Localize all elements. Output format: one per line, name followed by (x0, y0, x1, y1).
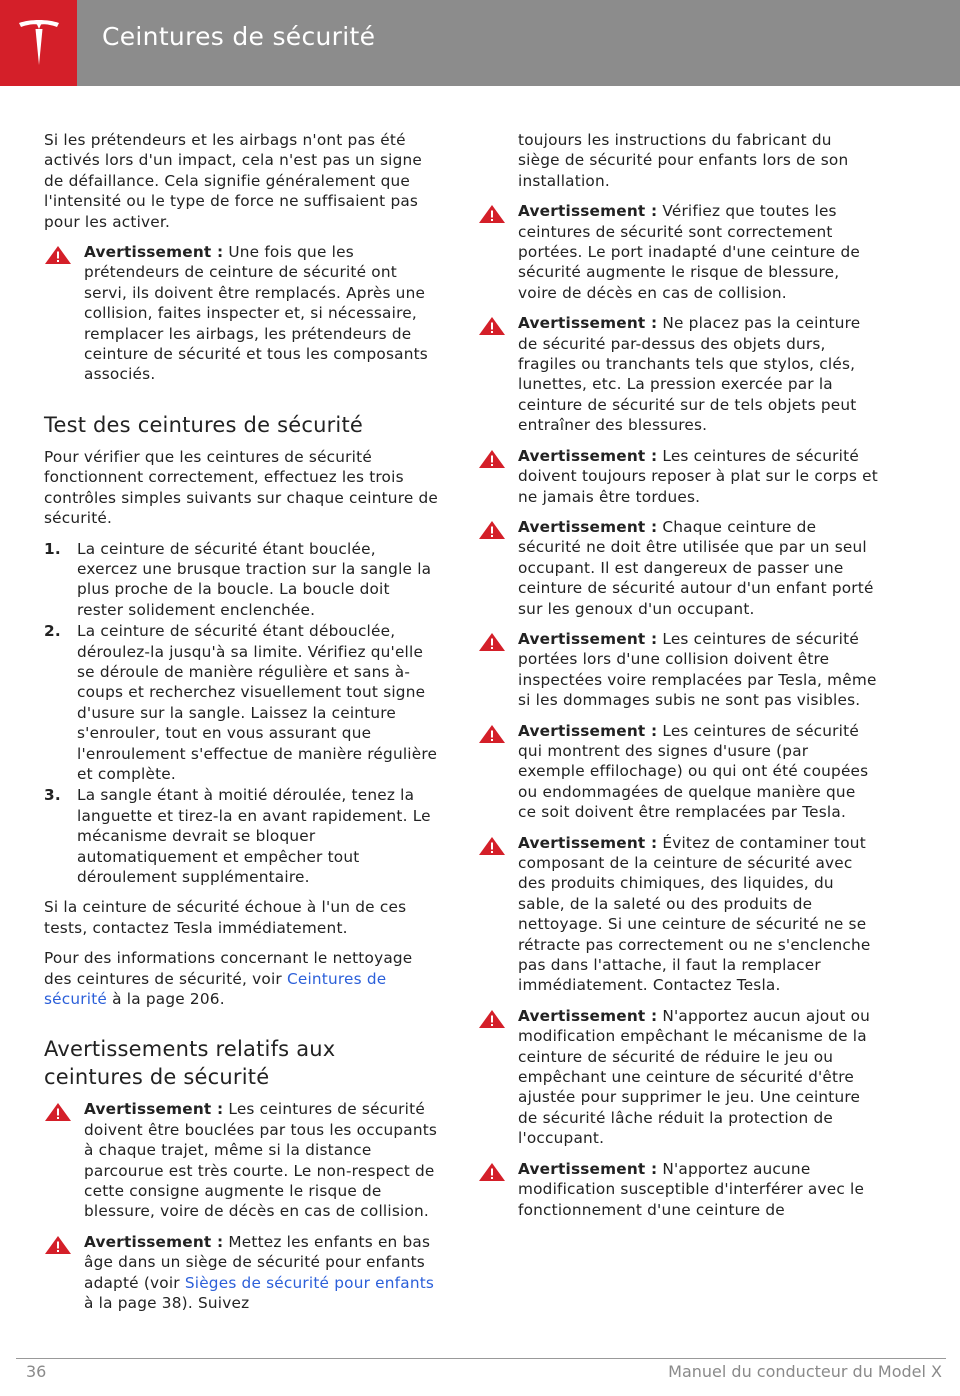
warning-block (44, 242, 439, 385)
warning-triangle-icon (478, 204, 506, 224)
warning-label: Avertissement : (518, 833, 658, 852)
warning-label: Avertissement : (518, 202, 658, 221)
warning-label: Avertissement : (84, 1100, 224, 1119)
warning-triangle-icon (478, 1162, 506, 1182)
cleaning-text: Pour des informations concernant le nettoyage des ceintures de sécurité, voir (44, 949, 413, 988)
warning-block (478, 721, 878, 823)
warning-label: Avertissement : (518, 721, 658, 740)
warning-label: Avertissement : (518, 1159, 658, 1178)
step-number: 3. (44, 786, 61, 805)
warning-block (478, 629, 878, 711)
warning-triangle-icon (478, 316, 506, 336)
warning-triangle-icon (478, 520, 506, 540)
left-column (44, 130, 439, 1324)
step-text: La sangle étant à moitié déroulée, tenez la languette et tirez-la en avant rapidement. Le mécanisme devrait se bloquer automatiquement et empêcher tout déroulement supplémentaire. (77, 786, 431, 886)
step-text: La ceinture de sécurité étant bouclée, exercez une brusque traction sur la sangle la plus proche de la boucle. La boucle doit rester solidement enclenchée. (77, 539, 432, 619)
warning-text: Une fois que les prétendeurs de ceinture de sécurité ont servi, ils doivent être remplacés. Après une collision, faites inspecter et, si nécessaire, remplacer les airbags, les prétendeurs de ceinture de sécurité et tous les composants associés. (84, 243, 428, 384)
warning-block (478, 201, 878, 303)
fail-paragraph: Si la ceinture de sécurité échoue à l'un de ces tests, contactez Tesla immédiatement. (44, 898, 407, 937)
cleaning-link[interactable]: Ceintures de sécurité (44, 969, 387, 1009)
cleaning-page-ref: à la page 206. (107, 990, 225, 1009)
warning-text: Les ceintures de sécurité qui montrent des signes d'usure (par exemple effilochage) ou qui ont été coupées ou endommagées de quelque manière que ce soit doivent être remplacées par Tesla. (518, 721, 869, 822)
footer-divider (16, 1358, 946, 1359)
warning-label: Avertissement : (518, 446, 658, 465)
step-text: La ceinture de sécurité étant débouclée, déroulez-la jusqu'à sa limite. Vérifiez qu'elle se déroule de manière régulière et sans à-coups et recherchez visuellement tout signe d'usure sur la sangle. Laissez la ceinture s'enrouler, tout en vous assurant que l'enroulement s'effectue de manière régulière et complète. (77, 622, 438, 783)
warning-triangle-icon (44, 1235, 72, 1255)
warning-label: Avertissement : (84, 243, 224, 262)
warning-text: Les ceintures de sécurité doivent toujours reposer à plat sur le corps et ne jamais être tordues. (518, 446, 878, 506)
section-heading: Avertissements relatifs aux ceintures de sécurité (44, 1037, 336, 1090)
warning-triangle-icon (478, 836, 506, 856)
section-heading: Test des ceintures de sécurité (44, 412, 364, 437)
list-item (44, 621, 439, 784)
test-steps-list (44, 539, 439, 888)
warning-block (478, 446, 878, 507)
intro-paragraph: Si les prétendeurs et les airbags n'ont pas été activés lors d'un impact, cela n'est pas un signe de défaillance. Cela signifie généralement que l'intensité ou le type de force ne suffisaient pas pour les activer. (44, 131, 423, 231)
warning-label: Avertissement : (518, 1006, 658, 1025)
warning-label: Avertissement : (518, 314, 658, 333)
page-number: 36 (26, 1362, 47, 1381)
warning-block (478, 1159, 878, 1220)
warning-triangle-icon (478, 632, 506, 652)
cleaning-paragraph (44, 948, 439, 1009)
warning-page-ref: à la page 38). Suivez (84, 1294, 250, 1313)
warning-block (478, 833, 878, 996)
list-item (44, 539, 439, 621)
warning-text: N'apportez aucune modification susceptible d'interférer avec le fonctionnement d'une ceinture de (518, 1159, 865, 1219)
warning-label: Avertissement : (518, 517, 658, 536)
warning-text: Les ceintures de sécurité doivent être bouclées par tous les occupants à chaque trajet, même si la distance parcourue est très courte. Le non-respect de cette consigne augmente le risque de blessure, voire de décès en cas de collision. (84, 1100, 438, 1221)
warning-block (478, 517, 878, 619)
warning-label: Avertissement : (518, 629, 658, 648)
tesla-logo (0, 0, 77, 86)
warning-triangle-icon (44, 1102, 72, 1122)
warning-block (478, 313, 878, 435)
warning-text: N'apportez aucun ajout ou modification empêchant le mécanisme de la ceinture de sécurité de réduire le jeu ou empêchant une ceinture de sécurité d'être ajustée pour supprimer le jeu. Une ceinture de sécurité lâche réduit la protection de l'occupant. (518, 1006, 871, 1148)
warning-triangle-icon (478, 449, 506, 469)
warning-block (44, 1099, 439, 1221)
right-column (478, 130, 878, 1230)
warning-label: Avertissement : (84, 1232, 224, 1251)
warning-text: Évitez de contaminer tout composant de la ceinture de sécurité avec des produits chimiques, des liquides, du sable, de la saleté ou des produits de nettoyage. Si une ceinture de sécurité ne se rétracte pas correctement ou ne s'enclenche pas dans l'attache, il faut la remplacer immédiatement. Contactez Tesla. (518, 833, 871, 995)
section-intro: Pour vérifier que les ceintures de sécurité fonctionnent correctement, effectuez les trois contrôles simples suivants sur chaque ceinture de sécurité. (44, 447, 439, 528)
warning-text: Les ceintures de sécurité portées lors d'une collision doivent être inspectées voire remplacées par Tesla, même si les dommages subis ne sont pas visibles. (518, 629, 877, 710)
warning-block (478, 1006, 878, 1149)
continuation-paragraph: toujours les instructions du fabricant du siège de sécurité pour enfants lors de son installation. (518, 131, 849, 190)
step-number: 1. (44, 539, 61, 558)
list-item (44, 785, 439, 887)
warning-block (44, 1232, 439, 1314)
warning-triangle-icon (478, 724, 506, 744)
step-number: 2. (44, 622, 61, 641)
child-seat-link[interactable]: Sièges de sécurité pour enfants (184, 1273, 435, 1292)
warning-text: Chaque ceinture de sécurité ne doit être utilisée que par un seul occupant. Il est dangereux de passer une ceinture de sécurité autour d'un enfant porté sur les genoux d'un occupant. (518, 517, 874, 618)
warning-triangle-icon (44, 245, 72, 265)
tesla-logo-icon (16, 18, 62, 68)
warning-triangle-icon (478, 1009, 506, 1029)
page-header (0, 0, 960, 86)
warning-text: Vérifiez que toutes les ceintures de sécurité sont correctement portées. Le port inadapté d'une ceinture de sécurité augmente le risque de blessure, voire de décès en cas de collision. (518, 202, 860, 302)
page-title: Ceintures de sécurité (102, 22, 376, 51)
manual-name: Manuel du conducteur du Model X (668, 1362, 942, 1381)
warning-text: Ne placez pas la ceinture de sécurité par-dessus des objets durs, fragiles ou tranchants tels que stylos, clés, lunettes, etc. La pression exercée par la ceinture de sécurité sur de tels objets peut entraîner des blessures. (518, 314, 861, 435)
warning-text: Mettez les enfants en bas âge dans un siège de sécurité pour enfants adapté (voir (84, 1232, 431, 1292)
